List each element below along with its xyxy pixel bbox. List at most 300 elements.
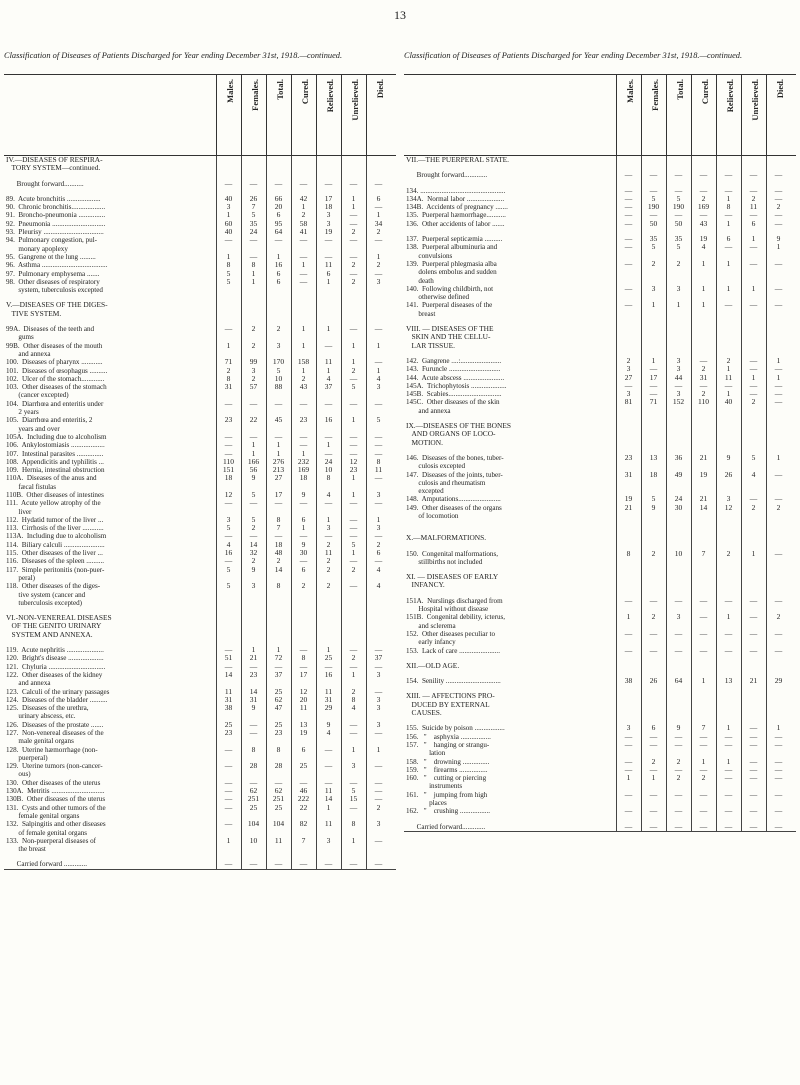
table-row <box>404 454 796 471</box>
cell-value: 57 <box>249 382 258 392</box>
row-label: 122. Other diseases of the kidney and annexa <box>6 670 103 688</box>
table-row <box>4 325 396 342</box>
cell-value <box>691 156 716 164</box>
cell-value <box>616 156 641 164</box>
cell-value: 31 <box>699 372 708 382</box>
table-row <box>4 203 396 211</box>
cell-value: — <box>649 806 658 816</box>
cell-value: — <box>674 170 683 180</box>
cell-value <box>666 422 691 447</box>
cell-value: — <box>649 731 658 741</box>
cell-value: 1 <box>326 324 331 334</box>
cell-value: — <box>699 628 708 638</box>
cell-value: 47 <box>274 703 283 713</box>
row-label: 112. Hydatid tumor of the liver ... <box>6 515 104 524</box>
column-header-label: Died. <box>374 79 385 99</box>
cell-value: 110 <box>698 397 709 407</box>
cell-value: — <box>699 806 708 816</box>
row-label: 149. Other diseases of the organs of locomotion <box>406 503 502 520</box>
cell-value <box>216 301 241 318</box>
cell-value: — <box>274 431 283 441</box>
cell-value: 16 <box>224 548 233 558</box>
left-header <box>4 74 396 156</box>
cell-value: 152 <box>672 397 685 407</box>
table-row <box>4 654 396 662</box>
cell-value: 42 <box>299 193 308 203</box>
section-heading <box>4 301 396 318</box>
row-label: 117. Simple peritonitis (non-puer- peral) <box>6 565 105 582</box>
cell-value: 14 <box>249 686 258 696</box>
cell-value: 11 <box>224 686 233 696</box>
row-label: 110B. Other diseases of intestines <box>6 490 104 499</box>
table-row <box>404 187 796 195</box>
row-label: 101. Diseases of œsophagus .......... <box>6 366 108 375</box>
cell-value: 1 <box>351 340 356 350</box>
cell-value: — <box>624 218 633 228</box>
cell-value: 8 <box>326 473 331 483</box>
table-row <box>4 195 396 203</box>
cell-value: — <box>299 251 308 261</box>
cell-value: — <box>749 389 758 399</box>
section-heading <box>404 534 796 542</box>
cell-value: — <box>224 440 233 450</box>
cell-value: 99 <box>249 357 258 367</box>
cell-value: 3 <box>376 669 381 679</box>
cell-value: 2 <box>276 324 281 334</box>
cell-value: — <box>374 761 383 771</box>
cell-value: 11 <box>324 357 333 367</box>
row-label: 121. Chyluria ................................ <box>6 662 106 671</box>
cell-value: — <box>324 859 333 869</box>
cell-value <box>741 573 766 590</box>
cell-value: — <box>374 835 383 845</box>
cell-value: — <box>349 218 358 228</box>
cell-value <box>316 301 341 318</box>
cell-value: 4 <box>326 489 331 499</box>
cell-value: — <box>324 431 333 441</box>
cell-value: 1 <box>376 514 381 524</box>
table-row <box>4 721 396 729</box>
row-label: 94. Pulmonary congestion, pul- monary apoplexy <box>6 236 98 253</box>
table-row <box>404 630 796 647</box>
cell-value: — <box>624 300 633 310</box>
table-row <box>404 724 796 732</box>
cell-value: 5 <box>251 489 256 499</box>
cell-value: — <box>349 431 358 441</box>
cell-value: 1 <box>701 258 706 268</box>
table-row <box>4 787 396 795</box>
cell-value: — <box>324 761 333 771</box>
cell-value: 1 <box>326 276 331 286</box>
table-row <box>404 647 796 655</box>
cell-value: 1 <box>351 489 356 499</box>
cell-value: — <box>349 777 358 787</box>
cell-value: 2 <box>701 364 706 374</box>
row-label: 158. " drowning ............... <box>406 757 490 766</box>
cell-value: 19 <box>324 227 333 237</box>
cell-value: 1 <box>351 744 356 754</box>
cell-value: — <box>349 498 358 508</box>
cell-value: — <box>724 170 733 180</box>
cell-value: 1 <box>726 612 731 622</box>
cell-value <box>241 301 266 318</box>
cell-value: 9 <box>301 539 306 549</box>
cell-value: 3 <box>326 523 331 533</box>
cell-value: 23 <box>274 728 283 737</box>
cell-value: — <box>224 645 233 655</box>
cell-value: — <box>249 728 258 737</box>
cell-value: — <box>724 300 733 310</box>
cell-value: 2 <box>751 193 756 203</box>
cell-value: 1 <box>351 835 356 845</box>
cell-value: — <box>299 556 308 566</box>
row-label: IX.—DISEASES OF THE BONES AND ORGANS OF LOCO- MOTION. <box>406 421 511 447</box>
cell-value <box>241 156 266 173</box>
cell-value: — <box>724 185 733 195</box>
cell-value: 1 <box>226 340 231 350</box>
table-row <box>404 235 796 243</box>
cell-value: 27 <box>274 473 283 483</box>
cell-value: 5 <box>351 786 356 796</box>
cell-value: — <box>649 185 658 195</box>
row-label: 135. Puerperal hæmorrhage........... <box>406 211 506 220</box>
cell-value: 6 <box>326 268 331 278</box>
row-label: 129. Uterine tumors (non-cancer- ous) <box>6 762 103 779</box>
cell-value: 1 <box>351 202 356 212</box>
row-label: 142. Gangrene ....:....................... <box>406 356 502 365</box>
cell-value: 6 <box>301 514 306 524</box>
cell-value: — <box>624 193 633 203</box>
cell-value: 9 <box>251 703 256 713</box>
table-row <box>4 358 396 366</box>
table-row <box>4 433 396 441</box>
cell-value: 1 <box>301 365 306 375</box>
cell-value: — <box>374 777 383 787</box>
cell-value: 56 <box>249 465 258 475</box>
cell-value: — <box>374 440 383 450</box>
table-row <box>4 566 396 583</box>
row-label: 130A. Metritis .............................. <box>6 787 105 796</box>
cell-value: 2 <box>351 564 356 574</box>
cell-value <box>616 534 641 542</box>
cell-value: — <box>299 531 308 541</box>
cell-value: 1 <box>351 473 356 483</box>
cell-value <box>666 534 691 542</box>
cell-value: — <box>324 498 333 508</box>
cell-value <box>666 156 691 164</box>
cell-value: — <box>649 380 658 390</box>
cell-value: — <box>324 448 333 458</box>
cell-value: — <box>724 764 733 774</box>
cell-value: 17 <box>324 193 333 203</box>
cell-value: — <box>324 661 333 671</box>
cell-value: — <box>774 210 783 220</box>
cell-value: 13 <box>649 452 658 462</box>
row-label: 134. ................................................ <box>406 186 506 195</box>
row-label: 104. Diarrhœa and enteritis under 2 years <box>6 399 104 417</box>
table-row <box>404 677 796 685</box>
cell-value: — <box>374 686 383 696</box>
cell-value: 5 <box>251 514 256 524</box>
row-label: 113. Cirrhosis of the liver ............ <box>6 524 104 533</box>
cell-value: — <box>374 473 383 483</box>
cell-value: — <box>749 355 758 365</box>
cell-value: 14 <box>249 539 258 549</box>
column-header-label: Relieved. <box>324 79 335 113</box>
cell-value: 1 <box>301 448 306 458</box>
row-label: 130B. Other diseases of the uterus <box>6 795 106 804</box>
cell-value: 3 <box>626 389 631 399</box>
table-row <box>404 301 796 318</box>
cell-value: 6 <box>276 276 281 286</box>
row-label: 140. Following childbirth, not otherwise defined <box>406 284 494 302</box>
row-label: 151A. Nurslings discharged from Hospital without disease <box>406 596 503 614</box>
cell-value: 151 <box>222 465 235 475</box>
cell-value: 169 <box>297 465 310 475</box>
cell-value: — <box>299 661 308 671</box>
cell-value: 232 <box>297 456 310 466</box>
cell-value <box>641 422 666 447</box>
cell-value: 1 <box>751 234 756 244</box>
table-row <box>404 260 796 285</box>
cell-value: — <box>349 210 358 220</box>
cell-value: 5 <box>676 193 681 203</box>
cell-value: 51 <box>224 653 233 663</box>
cell-value: 1 <box>751 548 756 558</box>
cell-value: 17 <box>274 489 283 499</box>
cell-value: 43 <box>699 218 708 228</box>
row-label: 134B. Accidents of pregnancy ....... <box>406 203 508 212</box>
cell-value: 5 <box>651 242 656 252</box>
table-row <box>4 837 396 854</box>
cell-value: 2 <box>326 581 331 591</box>
cell-value: — <box>774 193 783 203</box>
cell-value: 14 <box>274 564 283 574</box>
cell-value: — <box>224 431 233 441</box>
cell-value: 2 <box>776 612 781 622</box>
table-row <box>4 450 396 458</box>
cell-value: 2 <box>301 210 306 220</box>
cell-value: 81 <box>624 397 633 407</box>
row-label: 145C. Other diseases of the skin and annexa <box>406 398 500 415</box>
row-label: 103. Other diseases of the stomach (cancer excepted) <box>6 383 107 400</box>
cell-value: 8 <box>726 202 731 212</box>
cell-value: 2 <box>651 612 656 622</box>
cell-value: 19 <box>699 234 708 244</box>
row-label: 139. Puerperal phlegmasia alba dolens embolus and sudden death <box>406 259 497 285</box>
cell-value: — <box>699 731 708 741</box>
table-row <box>404 471 796 496</box>
cell-value: 190 <box>672 202 685 212</box>
row-label: 147. Diseases of the joints, tuber- culosis and rheumatism excepted <box>406 470 503 496</box>
cell-value: 3 <box>726 494 731 504</box>
left-body <box>4 156 396 870</box>
cell-value: 37 <box>274 669 283 679</box>
cell-value: 1 <box>701 300 706 310</box>
row-label: 132. Salpingitis and other diseases of female genital organs <box>6 820 106 837</box>
section-heading <box>404 422 796 447</box>
cell-value: — <box>349 251 358 261</box>
cell-value: 2 <box>351 276 356 286</box>
cell-value: — <box>349 859 358 869</box>
cell-value: — <box>249 777 258 787</box>
cell-value: 40 <box>724 397 733 407</box>
cell-value: — <box>624 202 633 212</box>
cell-value: 2 <box>376 227 381 237</box>
cell-value: 4 <box>326 373 331 383</box>
cell-value: — <box>624 764 633 774</box>
cell-value: 1 <box>226 835 231 845</box>
cell-value <box>766 422 791 447</box>
cell-value <box>716 156 741 164</box>
cell-value: — <box>749 185 758 195</box>
row-label: 119. Acute nephritis ..................... <box>6 646 104 655</box>
cell-value <box>716 422 741 447</box>
cell-value: — <box>624 210 633 220</box>
cell-value: 5 <box>351 382 356 392</box>
table-row <box>404 357 796 365</box>
table-row <box>404 382 796 390</box>
cell-value <box>216 156 241 173</box>
cell-value: 49 <box>674 469 683 479</box>
cell-value: 25 <box>274 686 283 696</box>
section-heading <box>404 156 796 164</box>
row-label: 89. Acute bronchitis ................... <box>6 194 101 203</box>
cell-value: 2 <box>776 202 781 212</box>
cell-value: 1 <box>726 389 731 399</box>
cell-value: 3 <box>376 819 381 829</box>
cell-value: — <box>299 859 308 869</box>
cell-value: 20 <box>299 694 308 704</box>
table-row <box>404 766 796 774</box>
cell-value: 3 <box>626 364 631 374</box>
cell-value: 4 <box>701 242 706 252</box>
cell-value: 17 <box>299 669 308 679</box>
cell-value: 34 <box>374 218 383 228</box>
cell-value: 12 <box>724 502 733 512</box>
row-label: 93. Pleurisy .................................. <box>6 228 104 237</box>
table-row <box>404 823 796 831</box>
row-label: XII.—OLD AGE. <box>406 660 460 670</box>
table-row <box>4 795 396 803</box>
cell-value: 2 <box>701 773 706 783</box>
cell-value: 21 <box>699 452 708 462</box>
cell-value <box>291 156 316 173</box>
cell-value: 5 <box>751 452 756 462</box>
row-label: 150. Congenital malformations, stillbirths not included <box>406 549 499 566</box>
row-label: X.—MALFORMATIONS. <box>406 533 487 543</box>
cell-value: — <box>774 645 783 655</box>
cell-value: 25 <box>299 761 308 771</box>
cell-value <box>666 692 691 717</box>
cell-value: — <box>249 178 258 188</box>
cell-value: 3 <box>626 723 631 733</box>
column-header-label: Relieved. <box>724 79 735 113</box>
cell-value: — <box>274 777 283 787</box>
cell-value <box>641 534 666 542</box>
cell-value <box>741 662 766 670</box>
cell-value: — <box>724 773 733 783</box>
cell-value: 1 <box>301 340 306 350</box>
cell-value: 170 <box>272 357 285 367</box>
row-label: XIII. — AFFECTIONS PRO- DUCED BY EXTERNAL CAUSES. <box>406 691 495 718</box>
cell-value: 8 <box>251 744 256 754</box>
cell-value: 1 <box>726 364 731 374</box>
cell-value: 8 <box>351 819 356 829</box>
cell-value: — <box>674 628 683 638</box>
cell-value: 2 <box>726 548 731 558</box>
cell-value: — <box>749 739 758 749</box>
cell-value: — <box>774 469 783 479</box>
cell-value <box>366 614 391 639</box>
cell-value: — <box>624 806 633 816</box>
column-header <box>366 75 392 155</box>
cell-value: 2 <box>351 227 356 237</box>
row-label: 143. Furuncle ............................. <box>406 365 501 374</box>
table-row <box>4 582 396 607</box>
row-label: 128. Uterine hæmorrhage (non- puerperal) <box>6 745 98 762</box>
column-header-label: Cured. <box>299 79 310 105</box>
cell-value: — <box>649 764 658 774</box>
table-row <box>4 236 396 253</box>
cell-value: 15 <box>349 794 358 804</box>
row-label: 156. " asphyxia ................. <box>406 732 491 741</box>
cell-value: 11 <box>324 548 333 558</box>
table-row <box>404 398 796 415</box>
row-label: 99B. Other diseases of the mouth and annexa <box>6 341 103 358</box>
cell-value: 7 <box>701 548 706 558</box>
table-row <box>404 791 796 808</box>
cell-value <box>366 156 391 173</box>
cell-value: — <box>774 756 783 766</box>
cell-value: — <box>674 789 683 799</box>
cell-value: 60 <box>224 218 233 228</box>
cell-value: — <box>224 802 233 812</box>
cell-value: — <box>649 628 658 638</box>
cell-value: 25 <box>324 653 333 663</box>
table-row <box>4 860 396 868</box>
cell-value <box>216 614 241 639</box>
cell-value: 3 <box>376 694 381 704</box>
cell-value: — <box>249 719 258 729</box>
cell-value: 16 <box>324 415 333 425</box>
cell-value: 1 <box>326 645 331 655</box>
cell-value: 38 <box>224 703 233 713</box>
section-heading <box>404 325 796 350</box>
row-label: 105A. Including due to alcoholism <box>6 432 107 441</box>
section-heading <box>404 692 796 717</box>
cell-value: 31 <box>224 382 233 392</box>
table-row <box>404 807 796 815</box>
cell-value: 4 <box>351 703 356 713</box>
column-header <box>291 75 317 155</box>
cell-value: — <box>749 242 758 252</box>
table-row <box>4 557 396 565</box>
cell-value: 1 <box>751 372 756 382</box>
cell-value: 8 <box>626 548 631 558</box>
cell-value: 1 <box>676 300 681 310</box>
row-label: 136. Other accidents of labor ....... <box>406 219 505 228</box>
cell-value: — <box>774 764 783 774</box>
cell-value: — <box>699 821 708 831</box>
table-row <box>4 383 396 400</box>
table-row <box>4 820 396 837</box>
cell-value: 21 <box>624 502 633 512</box>
row-label: 134A. Normal labor ..................... <box>406 194 505 203</box>
cell-value: — <box>299 276 308 286</box>
cell-value: — <box>349 268 358 278</box>
cell-value: 158 <box>297 357 310 367</box>
